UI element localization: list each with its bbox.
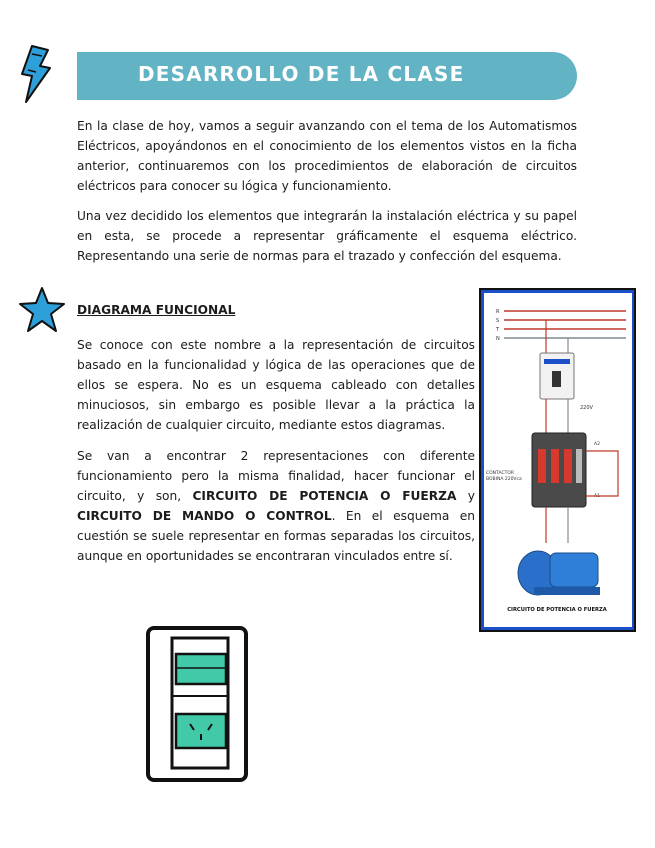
section-paragraph-1: Se conoce con este nombre a la representación de circuitos basado en la funcionalidad y lógica de las operaciones que de ellos se espera. No es un esquema cableado con detalles minuciosos, sin embargo es posible llevar a la práctica la realización de cualquier circuito, mediante estos diagramas. xyxy=(77,338,475,432)
power-circuit-diagram xyxy=(476,281,639,639)
line-label-s: S xyxy=(496,318,500,324)
pump-motor xyxy=(518,551,600,595)
contactor xyxy=(532,433,586,507)
breaker xyxy=(540,353,574,399)
breaker-voltage-label: 220V xyxy=(580,405,593,411)
coil-terminal-a2: A2 xyxy=(594,442,600,447)
intro-paragraph-1: En la clase de hoy, vamos a seguir avanzando con el tema de los Automatismos Eléctricos, apoyándonos en el conocimiento de los elementos vistos en la ficha anterior, continuaremos con los procedimientos de elaboración de circuitos eléctricos para conocer su lógica y funcionamiento. xyxy=(77,119,577,193)
section-title: DIAGRAMA FUNCIONAL xyxy=(77,303,236,317)
intro-paragraph-2: Una vez decidido los elementos que integrarán la instalación eléctrica y su papel en esta, se procede a representar gráficamente el esquema eléctrico. Representando una serie de normas para el trazado y confección del esquema. xyxy=(77,209,577,263)
line-label-t: T xyxy=(496,327,500,333)
contactor-coil-label: BOBINA 220Vca xyxy=(486,477,522,482)
line-label-n: N xyxy=(496,336,500,342)
page-title: DESARROLLO DE LA CLASE xyxy=(138,62,465,86)
lightning-bolt-icon xyxy=(18,44,54,104)
light-switch-icon xyxy=(142,624,252,784)
diagram-caption: CIRCUITO DE POTENCIA O FUERZA xyxy=(507,607,607,613)
line-label-r: R xyxy=(496,309,500,315)
contactor-label: CONTACTOR xyxy=(486,471,515,476)
section-paragraph-2: Se van a encontrar 2 representaciones con diferente funcionamiento pero la misma finalidad, hacer funcionar el circuito, y son, CIRCUITO DE POTENCIA O FUERZA y CIRCUITO DE MANDO O CONTROL. En el esquema en cuestión se suele representar en formas separadas los circuitos, aunque en oportunidades se encontraran vinculados entre sí. xyxy=(77,449,475,563)
coil-terminal-a1: A1 xyxy=(594,494,600,499)
star-icon xyxy=(18,286,66,334)
bold-term-control-circuit: CIRCUITO DE MANDO O CONTROL xyxy=(77,509,332,523)
bold-term-power-circuit: CIRCUITO DE POTENCIA O FUERZA xyxy=(192,489,457,503)
